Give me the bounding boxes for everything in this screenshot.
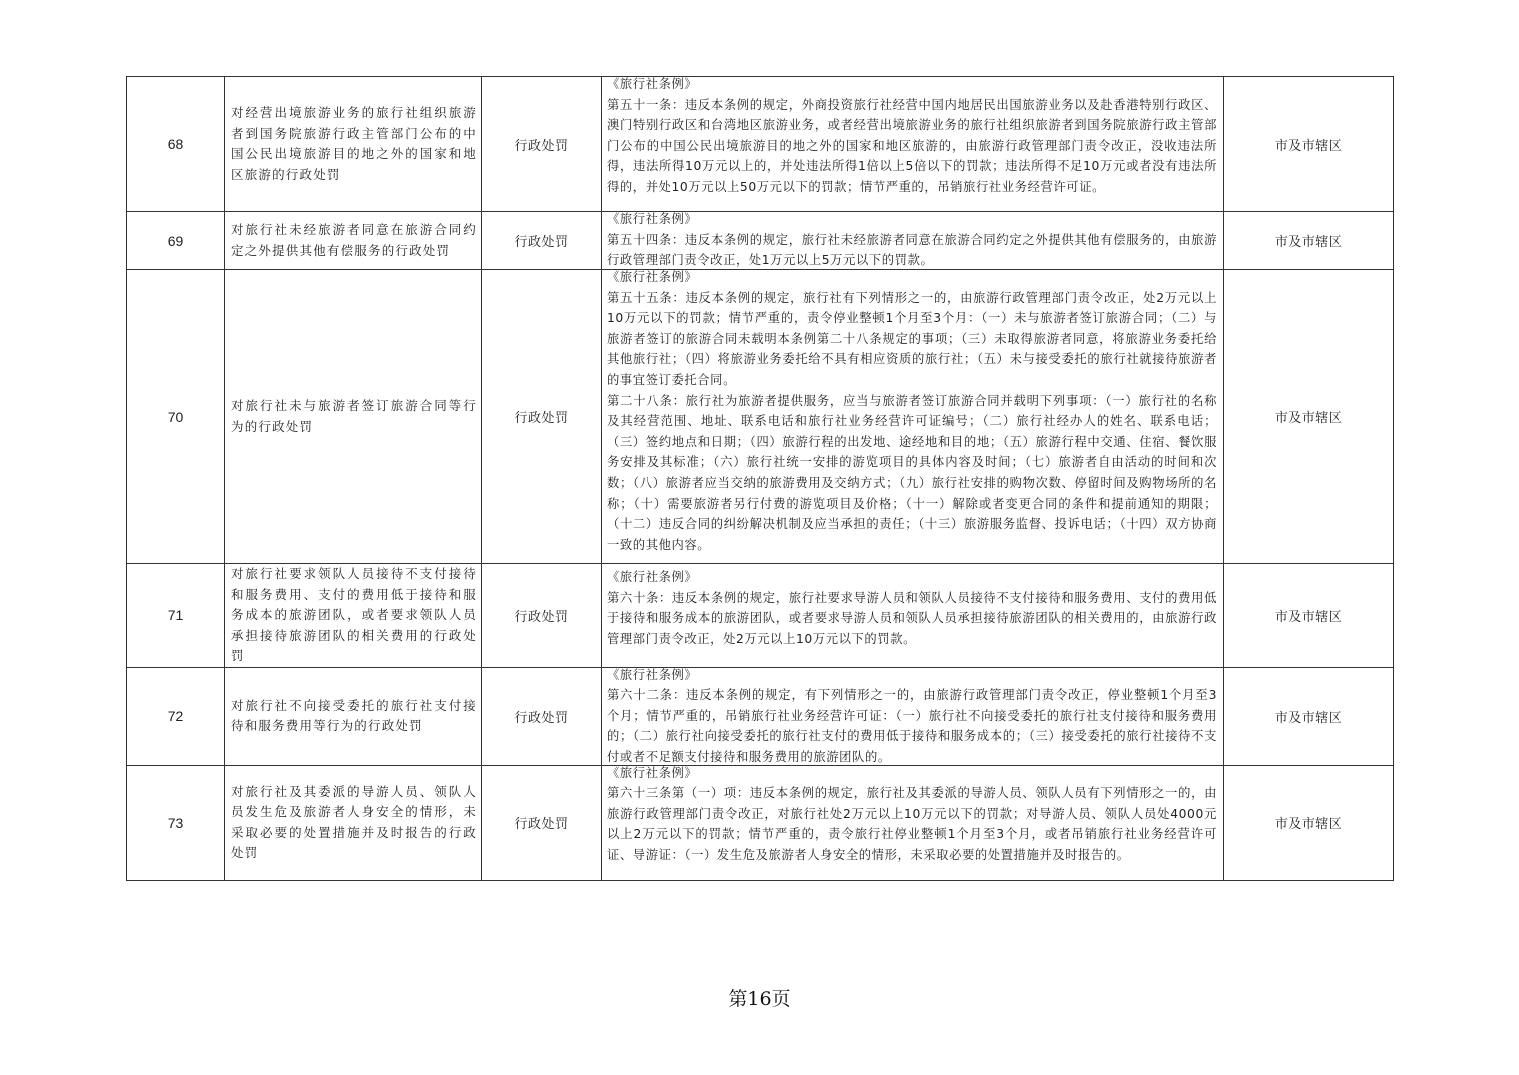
basis-text: 第五十五条：违反本条例的规定，旅行社有下列情形之一的，由旅游行政管理部门责令改正，处2万元以上10万元以下的罚款；情节严重的，责令停业整顿1个月至3个月：（一）未与旅游者签订旅游合同；（二）与旅游者签订的旅游合同未载明本条例第二十八条规定的事项；（三）未取得旅游者同意，将旅游业务委托给其他旅行社；（四）将旅游业务委托给不具有相应资质的旅行社；（五）未与接受委托的旅行社就接待旅游者的事宜签订委托合同。 <box>607 290 1217 387</box>
row-number: 72 <box>127 667 225 765</box>
exercise-level: 市及市辖区 <box>1224 212 1394 270</box>
item-name: 对旅行社未与旅游者签订旅游合同等行为的行政处罚 <box>225 270 482 564</box>
basis-title: 《旅行社条例》 <box>607 212 698 226</box>
exercise-level: 市及市辖区 <box>1224 765 1394 880</box>
power-type: 行政处罚 <box>482 765 602 880</box>
basis-text: 第六十条：违反本条例的规定，旅行社要求导游人员和领队人员接待不支付接待和服务费用、支付的费用低于接待和服务成本的旅游团队，或者要求导游人员和领队人员承担接待旅游团队的相关费用的，由旅游行政管理部门责令改正，处2万元以上10万元以下的罚款。 <box>607 590 1217 646</box>
basis-title: 《旅行社条例》 <box>607 765 698 780</box>
power-type: 行政处罚 <box>482 270 602 564</box>
item-name: 对旅行社未经旅游者同意在旅游合同约定之外提供其他有偿服务的行政处罚 <box>225 212 482 270</box>
item-name: 对旅行社及其委派的导游人员、领队人员发生危及旅游者人身安全的情形，未采取必要的处置措施并及时报告的行政处罚 <box>225 765 482 880</box>
basis-title: 《旅行社条例》 <box>607 667 698 682</box>
table-row <box>127 77 1394 212</box>
item-name: 对旅行社要求领队人员接待不支付接待和服务费用、支付的费用低于接待和服务成本的旅游团队，或者要求领队人员承担接待旅游团队的相关费用的行政处罚 <box>225 564 482 668</box>
table-row <box>127 765 1394 880</box>
row-number: 69 <box>127 212 225 270</box>
basis-text: 第六十三条第（一）项：违反本条例的规定，旅行社及其委派的导游人员、领队人员有下列情形之一的，由旅游行政管理部门责令改正，对旅行社处2万元以上10万元以下的罚款；对导游人员、领队人员处4000元以上2万元以下的罚款；情节严重的，责令旅行社停业整顿1个月至3个月，或者吊销旅行社业务经营许可证、导游证：（一）发生危及旅游者人身安全的情形，未采取必要的处置措施并及时报告的。 <box>607 786 1217 862</box>
table-row <box>127 212 1394 270</box>
basis-text: 第五十一条：违反本条例的规定，外商投资旅行社经营中国内地居民出国旅游业务以及赴香港特别行政区、澳门特别行政区和台湾地区旅游业务，或者经营出境旅游业务的旅行社组织旅游者到国务院旅游行政主管部门公布的中国公民出境旅游目的地之外的国家和地区旅游的，由旅游行政管理部门责令改正，没收违法所得，违法所得10万元以上的，并处违法所得1倍以上5倍以下的罚款；违法所得不足10万元或者没有违法所得的，并处10万元以上50万元以下的罚款；情节严重的，吊销旅行社业务经营许可证。 <box>607 97 1217 194</box>
row-number: 70 <box>127 270 225 564</box>
power-type: 行政处罚 <box>482 212 602 270</box>
legal-basis <box>602 667 1224 765</box>
exercise-level: 市及市辖区 <box>1224 77 1394 212</box>
basis-title: 《旅行社条例》 <box>607 270 698 284</box>
legal-basis <box>602 270 1224 564</box>
exercise-level: 市及市辖区 <box>1224 667 1394 765</box>
exercise-level: 市及市辖区 <box>1224 564 1394 668</box>
legal-basis <box>602 765 1224 880</box>
row-number: 73 <box>127 765 225 880</box>
table-row <box>127 667 1394 765</box>
exercise-level: 市及市辖区 <box>1224 270 1394 564</box>
basis-text: 第五十四条：违反本条例的规定，旅行社未经旅游者同意在旅游合同约定之外提供其他有偿服务的，由旅游行政管理部门责令改正，处1万元以上5万元以下的罚款。 <box>607 232 1217 268</box>
basis-text-referenced-article: 第二十八条：旅行社为旅游者提供服务，应当与旅游者签订旅游合同并载明下列事项：（一）旅行社的名称及其经营范围、地址、联系电话和旅行社业务经营许可证编号；（二）旅行社经办人的姓名、联系电话；（三）签约地点和日期；（四）旅游行程的出发地、途经地和目的地；（五）旅游行程中交通、住宿、餐饮服务安排及其标准；（六）旅行社统一安排的游览项目的具体内容及时间；（七）旅游者自由活动的时间和次数；（八）旅游者应当交纳的旅游费用及交纳方式；（九）旅行社安排的购物次数、停留时间及购物场所的名称；（十）需要旅游者另行付费的游览项目及价格；（十一）解除或者变更合同的条件和提前通知的期限；（十二）违反合同的纠纷解决机制及应当承担的责任；（十三）旅游服务监督、投诉电话；（十四）双方协商一致的其他内容。 <box>607 393 1217 552</box>
power-type: 行政处罚 <box>482 564 602 668</box>
basis-title: 《旅行社条例》 <box>607 570 698 584</box>
legal-basis <box>602 564 1224 668</box>
row-number: 71 <box>127 564 225 668</box>
item-name: 对经营出境旅游业务的旅行社组织旅游者到国务院旅游行政主管部门公布的中国公民出境旅游目的地之外的国家和地区旅游的行政处罚 <box>225 77 482 212</box>
row-number: 68 <box>127 77 225 212</box>
basis-text: 第六十二条：违反本条例的规定，有下列情形之一的，由旅游行政管理部门责令改正，停业整顿1个月至3个月；情节严重的，吊销旅行社业务经营许可证：（一）旅行社不向接受委托的旅行社支付接待和服务费用的；（二）旅行社向接受委托的旅行社支付的费用低于接待和服务成本的；（三）接受委托的旅行社接待不支付或者不足额支付接待和服务费用的旅游团队的。 <box>607 688 1217 764</box>
item-name: 对旅行社不向接受委托的旅行社支付接待和服务费用等行为的行政处罚 <box>225 667 482 765</box>
power-type: 行政处罚 <box>482 667 602 765</box>
page-number: 第16页 <box>728 988 791 1010</box>
basis-title: 《旅行社条例》 <box>607 77 698 91</box>
table-row <box>127 270 1394 564</box>
legal-basis <box>602 77 1224 212</box>
power-list-table <box>126 76 1394 881</box>
legal-basis <box>602 212 1224 270</box>
table-row <box>127 564 1394 668</box>
power-type: 行政处罚 <box>482 77 602 212</box>
